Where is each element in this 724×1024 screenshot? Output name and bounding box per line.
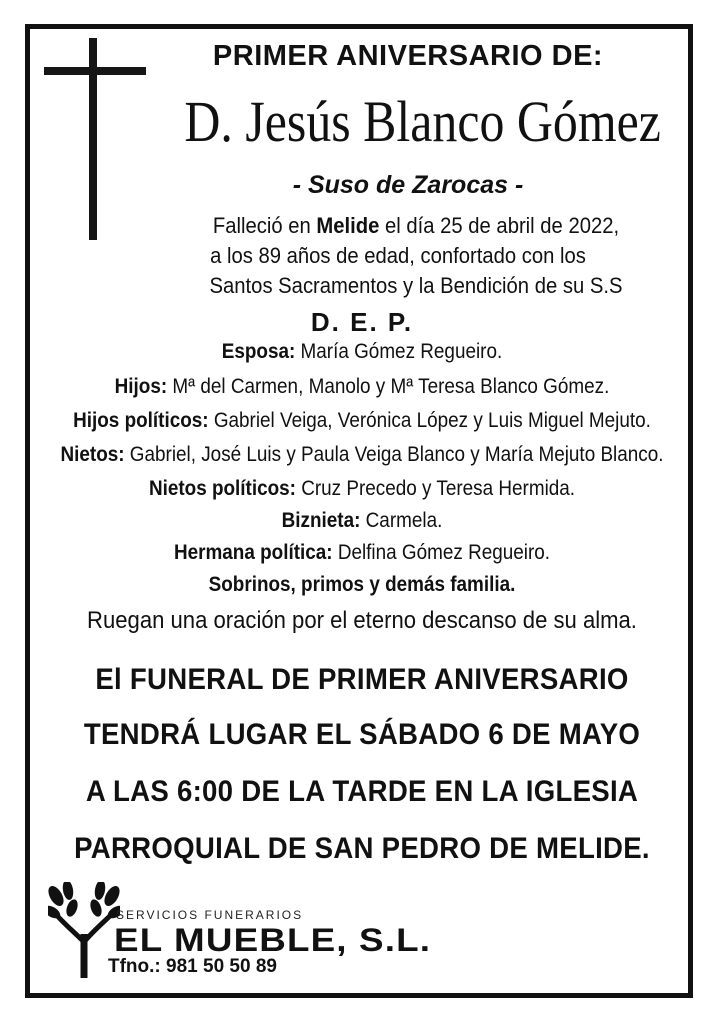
funeral-line-3: A LAS 6:00 DE LA TARDE EN LA IGLESIA	[85, 775, 639, 808]
family-row: Hijos: Mª del Carmen, Manolo y Mª Teresa Blanco Gómez.	[114, 375, 610, 398]
death-place: Melide	[316, 213, 380, 238]
family-row: Nietos políticos: Cruz Precedo y Teresa Hermida.	[148, 477, 576, 500]
anniversary-header: PRIMER ANIVERSARIO DE:	[212, 40, 604, 72]
family-row: Nietos: Gabriel, José Luis y Paula Veiga Blanco y María Mejuto Blanco.	[60, 443, 664, 466]
death-line-3: Santos Sacramentos y la Bendición de su S.S	[209, 273, 623, 298]
cross-icon	[44, 38, 146, 240]
family-row: Hermana política: Delfina Gómez Regueiro.	[173, 541, 551, 564]
prayer-request: Ruegan una oración por el eterno descanso de su alma.	[87, 607, 637, 634]
death-line-2: a los 89 años de edad, confortado con los	[210, 243, 586, 268]
logo-phone: Tfno.: 981 50 50 89	[108, 956, 277, 977]
funeral-line-2: TENDRÁ LUGAR EL SÁBADO 6 DE MAYO	[83, 718, 641, 751]
family-row: Biznieta: Carmela.	[281, 509, 443, 532]
logo-services-text: SERVICIOS FUNERARIOS	[116, 908, 304, 922]
family-row: Sobrinos, primos y demás familia.	[208, 573, 516, 596]
family-row: Esposa: María Gómez Regueiro.	[221, 340, 503, 363]
funeral-home-logo	[48, 882, 432, 982]
death-line-1: Falleció en Melide el día 25 de abril de 2022,	[212, 213, 620, 238]
deceased-alias: - Suso de Zarocas -	[292, 171, 524, 199]
funeral-line-1: El FUNERAL DE PRIMER ANIVERSARIO	[95, 663, 629, 696]
deceased-name: D. Jesús Blanco Gómez	[184, 89, 661, 154]
dep-text: D. E. P.	[310, 307, 414, 337]
logo-brand-text: EL MUEBLE, S.L.	[114, 922, 432, 958]
funeral-line-4: PARROQUIAL DE SAN PEDRO DE MELIDE.	[74, 832, 650, 865]
family-row: Hijos políticos: Gabriel Veiga, Verónica López y Luis Miguel Mejuto.	[73, 409, 651, 432]
